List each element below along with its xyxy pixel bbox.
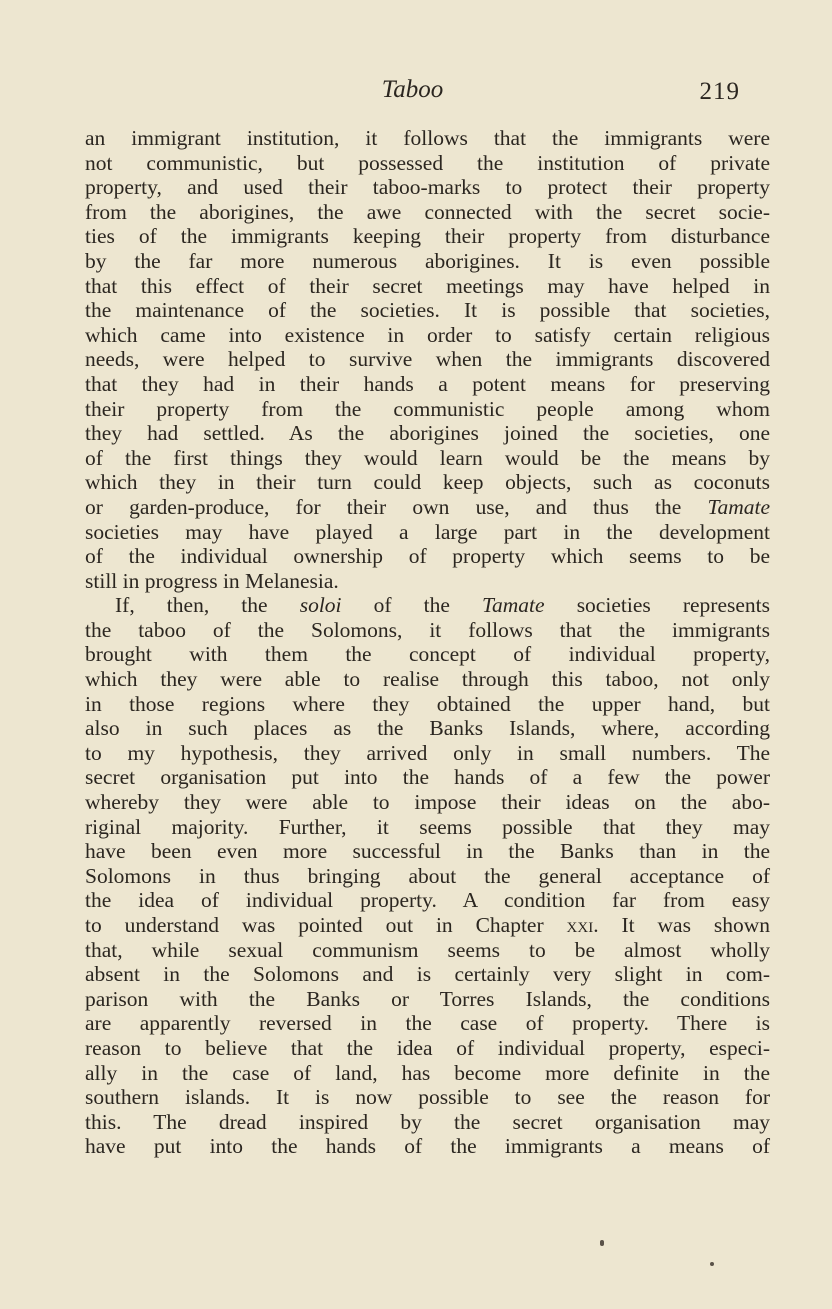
text-line [85, 274, 770, 299]
text-segment: have put into the hands of the immigrants a means of [85, 1134, 770, 1159]
text-segment: the taboo of the Solomons, it follows that the immigrants [85, 617, 770, 642]
text-line [85, 692, 770, 717]
text-line [85, 372, 770, 397]
text-segment: ties of the immigrants keeping their property from disturbance [85, 224, 770, 249]
text-line [85, 888, 770, 913]
text-segment: the idea of individual property. A condition far from easy [85, 888, 770, 913]
italic-term: Tamate [482, 593, 545, 618]
text-segment: of the individual ownership of property which seems to be [85, 544, 770, 569]
text-line [85, 1110, 770, 1135]
text-line [85, 790, 770, 815]
text-segment: Solomons in thus bringing about the general acceptance of [85, 863, 770, 888]
text-segment: that, while sexual communism seems to be almost wholly [85, 937, 770, 962]
text-segment: still in progress in Melanesia. [85, 568, 339, 593]
text-line [85, 249, 770, 274]
text-segment: xxi [566, 913, 594, 937]
text-segment: from the aborigines, the awe connected with the secret socie- [85, 199, 770, 224]
text-segment: riginal majority. Further, it seems possible that they may [85, 814, 770, 839]
text-line [85, 1085, 770, 1110]
text-line [85, 224, 770, 249]
text-segment: societies represents [544, 593, 770, 618]
text-line [85, 200, 770, 225]
text-segment: are apparently reversed in the case of property. There is [85, 1011, 770, 1036]
text-segment: not communistic, but possessed the institution of private [85, 150, 770, 175]
text-segment: to understand was pointed out in Chapter [85, 913, 567, 937]
text-segment: needs, were helped to survive when the immigrants discovered [85, 347, 770, 372]
text-line [85, 347, 770, 372]
text-segment: property, and used their taboo-marks to protect their property [85, 175, 770, 200]
text-segment: have been even more successful in the Banks than in the [85, 839, 770, 864]
running-title: Taboo [381, 76, 444, 103]
text-segment: or garden-produce, for their own use, and thus the [85, 494, 708, 519]
text-line [85, 987, 770, 1012]
text-line [85, 741, 770, 766]
text-segment: of the first things they would learn would be the means by [85, 445, 770, 470]
text-line [85, 495, 770, 520]
text-line [85, 1011, 770, 1036]
text-segment: which they in their turn could keep objects, such as coconuts [85, 470, 770, 495]
text-line [85, 1134, 770, 1159]
text-segment: an immigrant institution, it follows that the immigrants were [85, 126, 770, 150]
text-segment: by the far more numerous aborigines. It is even possible [85, 248, 770, 273]
text-line [85, 716, 770, 741]
text-line [85, 938, 770, 963]
text-line [85, 446, 770, 471]
text-segment: southern islands. It is now possible to see the reason for [85, 1085, 770, 1110]
text-line [85, 126, 770, 151]
text-segment: societies may have played a large part in the development [85, 519, 770, 544]
text-segment: parison with the Banks or Torres Islands, the conditions [85, 986, 770, 1011]
text-line [85, 470, 770, 495]
text-segment: also in such places as the Banks Islands, where, according [85, 716, 770, 741]
text-line [85, 839, 770, 864]
text-line [85, 520, 770, 545]
text-line [85, 765, 770, 790]
text-line [85, 323, 770, 348]
italic-term: soloi [299, 593, 342, 618]
text-line [85, 175, 770, 200]
italic-term: Tamate [707, 494, 770, 519]
scan-speck [600, 1240, 604, 1246]
text-line [85, 569, 770, 594]
text-segment: reason to believe that the idea of individual property, especi- [85, 1035, 770, 1060]
text-line [85, 642, 770, 667]
text-segment: this. The dread inspired by the secret organisation may [85, 1109, 770, 1134]
text-segment: If, then, the [115, 593, 300, 618]
text-line [85, 1036, 770, 1061]
text-segment: ally in the case of land, has become more definite in the [85, 1060, 770, 1085]
scan-speck [710, 1262, 714, 1266]
page-number: 219 [699, 78, 740, 105]
text-line [85, 864, 770, 889]
text-line [85, 544, 770, 569]
text-segment: to my hypothesis, they arrived only in small numbers. The [85, 740, 770, 765]
text-segment: absent in the Solomons and is certainly very slight in com- [85, 962, 770, 987]
text-line [85, 151, 770, 176]
page-header [85, 76, 740, 110]
text-line [85, 667, 770, 692]
body-text [85, 126, 770, 1159]
text-segment: in those regions where they obtained the upper hand, but [85, 691, 770, 716]
text-line [85, 397, 770, 422]
text-segment: that they had in their hands a potent means for preserving [85, 371, 770, 396]
text-line [85, 815, 770, 840]
text-segment: the maintenance of the societies. It is possible that societies, [85, 298, 770, 323]
text-segment: brought with them the concept of individual property, [85, 642, 770, 667]
text-line [85, 421, 770, 446]
text-line [85, 1061, 770, 1086]
text-segment: which they were able to realise through this taboo, not only [85, 667, 770, 692]
text-line [85, 913, 770, 938]
text-line [85, 962, 770, 987]
text-line [85, 593, 770, 618]
text-segment: their property from the communistic people among whom [85, 396, 770, 421]
text-segment: of the [341, 593, 483, 618]
text-segment: whereby they were able to impose their ideas on the abo- [85, 790, 770, 815]
text-segment: which came into existence in order to satisfy certain religious [85, 322, 770, 347]
text-segment: they had settled. As the aborigines joined the societies, one [85, 421, 770, 446]
text-segment: . It was shown [593, 913, 770, 937]
text-line [85, 618, 770, 643]
text-segment: that this effect of their secret meetings may have helped in [85, 273, 770, 298]
text-line [85, 298, 770, 323]
text-segment: secret organisation put into the hands of a few the power [85, 765, 770, 790]
